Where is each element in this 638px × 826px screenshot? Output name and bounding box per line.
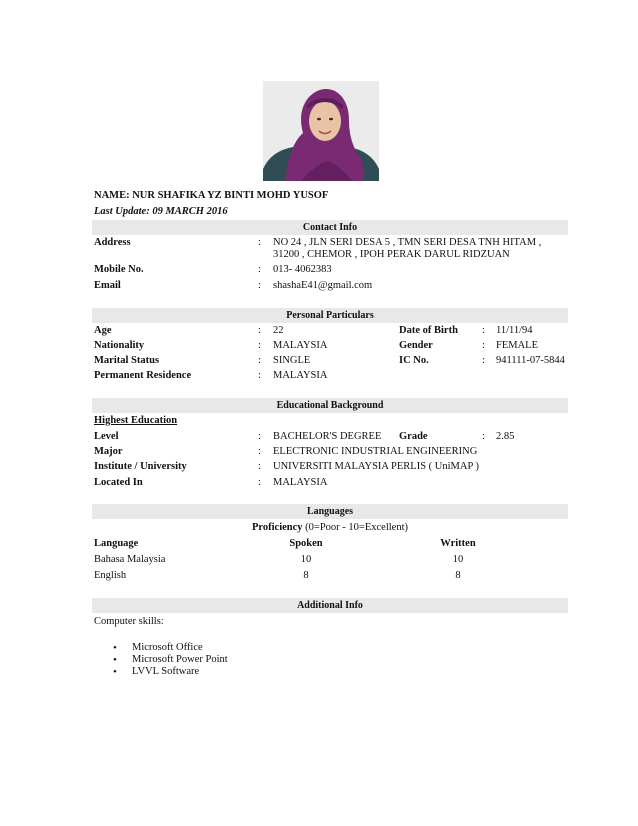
age-value: 22 xyxy=(273,325,284,336)
nationality-label: Nationality xyxy=(94,340,145,351)
colon: : xyxy=(258,370,261,381)
skill-item: • Microsoft Power Point xyxy=(104,654,228,666)
address-line-2: 31200 , CHEMOR , IPOH PERAK DARUL RIDZUAN xyxy=(273,249,510,260)
institute-label: Institute / University xyxy=(94,461,187,472)
level-label: Level xyxy=(94,431,119,442)
additional-info-header: Additional Info xyxy=(92,598,568,613)
nationality-value: MALAYSIA xyxy=(273,340,328,351)
dob-label: Date of Birth xyxy=(399,325,458,336)
language-row-written: 10 xyxy=(452,554,464,565)
mobile-label: Mobile No. xyxy=(94,264,144,275)
profile-photo xyxy=(263,81,379,181)
gender-label: Gender xyxy=(399,340,433,351)
colon: : xyxy=(258,237,261,248)
language-row-name: Bahasa Malaysia xyxy=(94,554,166,565)
grade-value: 2.85 xyxy=(496,431,515,442)
located-value: MALAYSIA xyxy=(273,477,328,488)
address-line-1: NO 24 , JLN SERI DESA 5 , TMN SERI DESA TNH HITAM , xyxy=(273,237,542,248)
last-update: Last Update: 09 MARCH 2016 xyxy=(94,206,228,217)
colon: : xyxy=(258,280,261,291)
ic-value: 941111-07-5844 xyxy=(496,355,565,366)
language-row-spoken: 8 xyxy=(303,570,309,581)
computer-skills-label: Computer skills: xyxy=(94,616,164,627)
highest-education-subheading: Highest Education xyxy=(94,415,178,426)
education-header: Educational Background xyxy=(92,398,568,413)
language-row-spoken: 10 xyxy=(300,554,312,565)
skill-item: • LVVL Software xyxy=(104,666,228,678)
grade-label: Grade xyxy=(399,431,428,442)
colon: : xyxy=(258,477,261,488)
email-label: Email xyxy=(94,280,121,291)
proficiency-scale: (0=Poor - 10=Excellent) xyxy=(302,522,408,533)
personal-particulars-header: Personal Particulars xyxy=(92,308,568,323)
ic-label: IC No. xyxy=(399,355,429,366)
colon: : xyxy=(482,355,485,366)
level-value: BACHELOR'S DEGREE xyxy=(273,431,382,442)
gender-value: FEMALE xyxy=(496,340,538,351)
contact-info-header: Contact Info xyxy=(92,220,568,235)
mobile-value: 013- 4062383 xyxy=(273,264,332,275)
dob-value: 11/11/94 xyxy=(496,325,533,336)
colon: : xyxy=(258,461,261,472)
residence-value: MALAYSIA xyxy=(273,370,328,381)
colon: : xyxy=(482,431,485,442)
address-label: Address xyxy=(94,237,131,248)
proficiency-label: Proficiency xyxy=(252,522,303,533)
residence-label: Permanent Residence xyxy=(94,370,192,381)
skill-item: • Microsoft Office xyxy=(104,642,228,654)
email-value: shashaE41@gmail.com xyxy=(273,280,373,291)
marital-status-value: SINGLE xyxy=(273,355,311,366)
located-label: Located In xyxy=(94,477,143,488)
colon: : xyxy=(258,325,261,336)
written-column-header: Written xyxy=(440,538,476,549)
colon: : xyxy=(482,340,485,351)
marital-status-label: Marital Status xyxy=(94,355,160,366)
languages-header: Languages xyxy=(92,504,568,519)
age-label: Age xyxy=(94,325,112,336)
colon: : xyxy=(258,264,261,275)
skills-list xyxy=(104,642,228,678)
institute-value: UNIVERSITI MALAYSIA PERLIS ( UniMAP ) xyxy=(273,461,480,472)
colon: : xyxy=(258,431,261,442)
colon: : xyxy=(258,446,261,457)
applicant-name: NAME: NUR SHAFIKA YZ BINTI MOHD YUSOF xyxy=(94,190,329,201)
language-column-header: Language xyxy=(94,538,139,549)
language-row-name: English xyxy=(94,570,127,581)
major-value: ELECTRONIC INDUSTRIAL ENGINEERING xyxy=(273,446,478,457)
colon: : xyxy=(258,340,261,351)
language-row-written: 8 xyxy=(455,570,461,581)
colon: : xyxy=(258,355,261,366)
spoken-column-header: Spoken xyxy=(289,538,323,549)
colon: : xyxy=(482,325,485,336)
proficiency-note xyxy=(92,522,568,533)
major-label: Major xyxy=(94,446,123,457)
